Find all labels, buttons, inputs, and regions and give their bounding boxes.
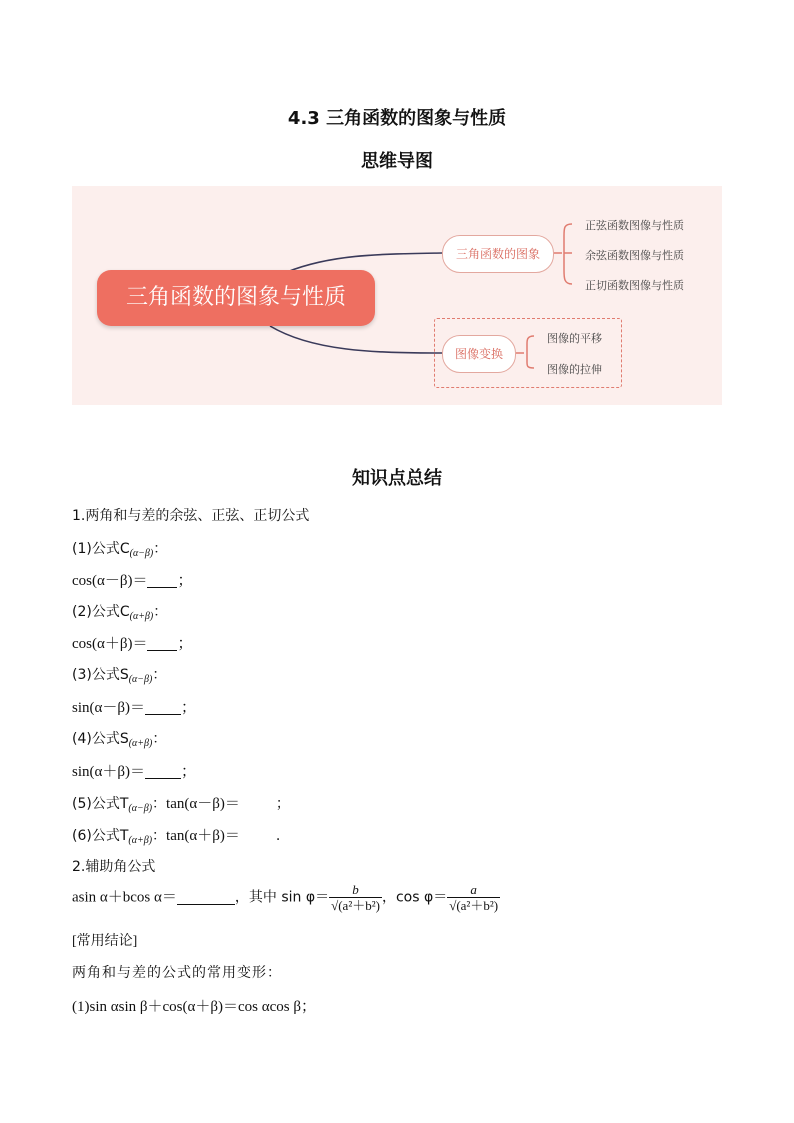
formula-line <box>72 569 193 590</box>
common-conclusions-desc: 两角和与差的公式的常用变形： <box>72 965 282 981</box>
fraction-numerator: b <box>352 882 359 897</box>
formula-subscript: (α+β) <box>128 835 153 846</box>
formula-expr: cos(α＋β)＝ <box>72 636 148 652</box>
mind-map-branch-transform: 图像变换 <box>442 335 516 373</box>
connector-main-to-branch2 <box>270 326 442 353</box>
formula-subscript: (α−β) <box>128 803 153 814</box>
formula-subscript: (α+β) <box>128 738 153 749</box>
heading-sum-difference: 1.两角和与差的余弦、正弦、正切公式 <box>72 508 310 524</box>
formula-subscript: (α+β) <box>129 611 154 622</box>
formula-end: ； <box>181 764 197 780</box>
formula-end: . <box>275 828 281 844</box>
formula-line <box>72 632 193 653</box>
formula-label-text: (2)公式C <box>72 604 130 620</box>
mind-map-leaf: 图像的拉伸 <box>547 363 602 376</box>
formula-end: ； <box>177 636 193 652</box>
formula-label-text: (1)公式C <box>72 541 130 557</box>
formula-line <box>72 760 196 781</box>
answer-blank[interactable] <box>147 636 177 651</box>
formula-line <box>72 792 290 814</box>
formula-expr: cos(α－β)＝ <box>72 573 148 589</box>
answer-blank[interactable] <box>147 573 177 588</box>
mind-map-leaf: 图像的平移 <box>547 332 602 345</box>
section-title: 知识点总结 <box>352 468 442 489</box>
fraction <box>329 882 382 913</box>
fraction-numerator: a <box>470 882 477 897</box>
formula-colon: ： <box>152 828 167 844</box>
formula-label-text: (3)公式S <box>72 667 129 683</box>
mind-map-leaf: 正切函数图像与性质 <box>585 279 684 292</box>
formula-label-text: (5)公式T <box>72 796 129 812</box>
mind-map-leaf: 正弦函数图像与性质 <box>585 219 684 232</box>
answer-blank[interactable] <box>177 890 235 905</box>
formula-expr: tan(α＋β)＝ <box>166 828 240 844</box>
answer-blank[interactable] <box>145 764 181 779</box>
formula-label <box>72 538 167 559</box>
common-conclusions-heading: [常用结论] <box>72 934 138 949</box>
common-conclusion-1: (1)sin αsin β＋cos(α＋β)＝cos αcos β； <box>72 999 316 1015</box>
heading-auxiliary-angle: 2.辅助角公式 <box>72 859 156 875</box>
answer-blank[interactable] <box>145 700 181 715</box>
bracket-branch1 <box>554 224 572 284</box>
formula-expr: sin(α＋β)＝ <box>72 764 145 780</box>
formula-label <box>72 664 166 685</box>
fraction-denominator: √(a²＋b²) <box>331 898 380 913</box>
auxiliary-formula <box>72 882 500 913</box>
fraction-denominator: √(a²＋b²) <box>449 898 499 913</box>
aux-mid: ，其中 sin φ＝ <box>234 889 330 906</box>
mind-map <box>72 186 722 405</box>
formula-colon: ： <box>153 541 168 557</box>
mind-map-branch-graphs: 三角函数的图象 <box>442 235 554 273</box>
formula-expr: tan(α－β)＝ <box>166 796 240 812</box>
formula-colon: ： <box>152 796 167 812</box>
mindmap-heading: 思维导图 <box>361 151 433 172</box>
formula-colon: ： <box>153 604 168 620</box>
formula-expr: sin(α－β)＝ <box>72 700 145 716</box>
formula-colon: ： <box>152 731 167 747</box>
formula-label-text: (6)公式T <box>72 828 129 844</box>
formula-subscript: (α−β) <box>128 674 153 685</box>
formula-label-text: (4)公式S <box>72 731 129 747</box>
mind-map-central-node: 三角函数的图象与性质 <box>97 270 375 326</box>
formula-end: ； <box>275 796 290 812</box>
formula-label <box>72 601 167 622</box>
formula-line <box>72 824 280 846</box>
formula-end: ； <box>177 573 193 589</box>
aux-expr: asin α＋bcos α＝ <box>72 889 177 906</box>
formula-colon: ： <box>152 667 167 683</box>
formula-subscript: (α−β) <box>129 548 154 559</box>
aux-mid2: ，cos φ＝ <box>381 889 448 906</box>
formula-line <box>72 696 196 717</box>
formula-end: ； <box>181 700 197 716</box>
formula-label <box>72 728 166 749</box>
fraction <box>447 882 500 913</box>
mind-map-leaf: 余弦函数图像与性质 <box>585 249 684 262</box>
document-title: 4.3 三角函数的图象与性质 <box>287 108 507 129</box>
